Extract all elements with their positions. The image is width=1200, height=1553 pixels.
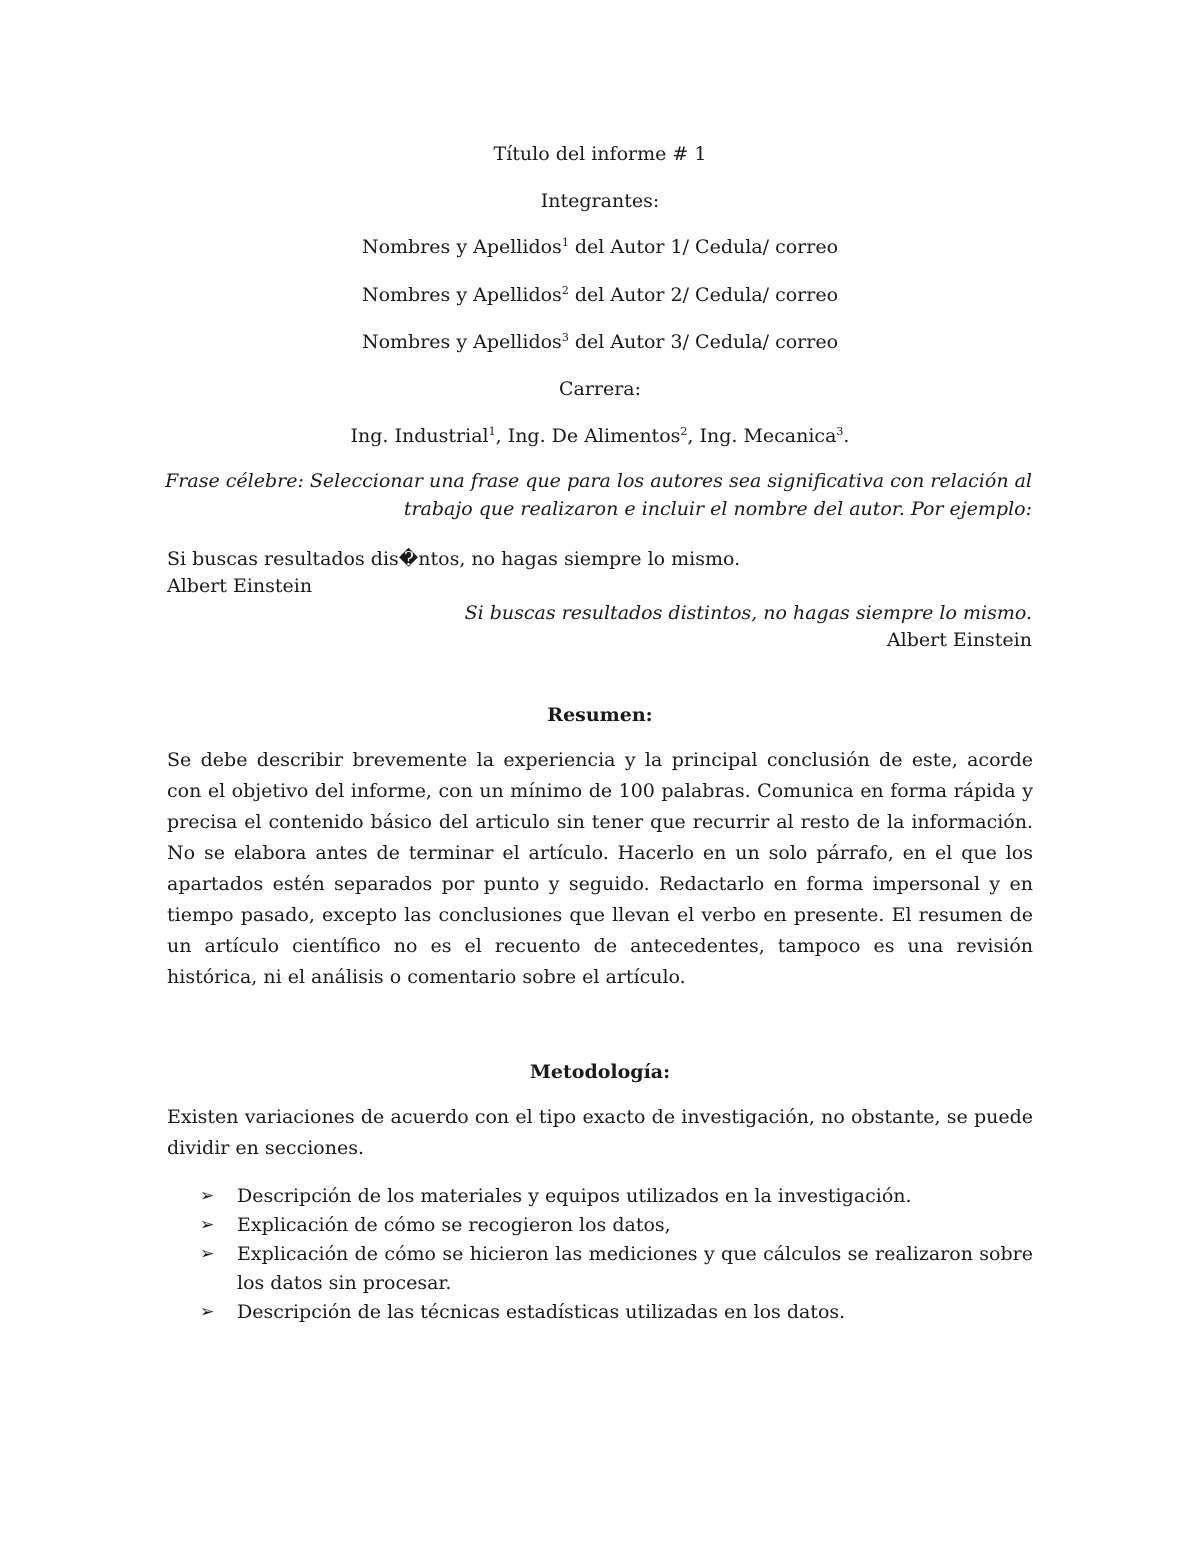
author-superscript: 3 (561, 331, 569, 344)
resumen-body: Se debe describir brevemente la experiencia y la principal conclusión de este, acorde con el objetivo del informe, con un mínimo de 100 palabras. Comunica en forma rápida y precisa el contenido básico del articulo sin tener que recurrir al resto de la información. No se elabora antes de terminar el artículo. Hacerlo en un solo párrafo, en el que los apartados estén separados por punto y seguido. Redactarlo en forma impersonal y en tiempo pasado, excepto las conclusiones que llevan el verbo en presente. El resumen de un artículo científico no es el recuento de antecedentes, tampoco es una revisión histórica, ni el análisis o comentario sobre el artículo. (167, 749, 1033, 988)
list-item (167, 1298, 1033, 1327)
author-name: Nombres y Apellidos (361, 284, 562, 306)
list-item-text: Descripción de las técnicas estadísticas utilizadas en los datos. (237, 1301, 846, 1323)
author-line-2 (0, 282, 1200, 308)
list-item-text: Descripción de los materiales y equipos utilizados en la investigación. (237, 1185, 912, 1207)
arrow-bullet-icon: ➢ (200, 1186, 215, 1206)
author-line-1 (0, 234, 1200, 260)
carrera-1: Ing. Industrial (350, 425, 489, 447)
author-line-3 (0, 329, 1200, 355)
list-item-text: Explicación de cómo se recogieron los datos, (237, 1214, 671, 1236)
frase-celebre-instruction: Frase célebre: Seleccionar una frase que para los autores sea significativa con relación al trabajo que realizaron e incluir el nombre del autor. Por ejemplo: (165, 470, 1032, 520)
list-item (167, 1182, 1033, 1211)
quote-plain-author: Albert Einstein (167, 575, 313, 597)
quote-italic-text: Si buscas resultados distintos, no hagas siempre lo mismo. (464, 602, 1032, 624)
carrera-label: Carrera: (558, 378, 642, 400)
list-item (167, 1240, 1033, 1298)
carrera-3-superscript: 3 (836, 425, 844, 438)
arrow-bullet-icon: ➢ (200, 1302, 215, 1322)
integrantes-label: Integrantes: (540, 190, 660, 212)
author-name: Nombres y Apellidos (361, 331, 562, 353)
resumen-heading: Resumen: (547, 704, 653, 726)
author-superscript: 1 (561, 236, 569, 249)
quote-plain-text: Si buscas resultados dis�ntos, no hagas siempre lo mismo. (167, 548, 741, 570)
list-item (167, 1211, 1033, 1240)
report-title: Título del informe # 1 (493, 143, 707, 165)
author-details: del Autor 2/ Cedula/ correo (568, 284, 839, 306)
author-details: del Autor 1/ Cedula/ correo (568, 236, 839, 258)
author-name: Nombres y Apellidos (361, 236, 562, 258)
list-item-text: Explicación de cómo se hicieron las mediciones y que cálculos se realizaron sobre los datos sin procesar. (237, 1243, 1033, 1294)
metodologia-intro: Existen variaciones de acuerdo con el tipo exacto de investigación, no obstante, se puede dividir en secciones. (167, 1106, 1033, 1159)
author-details: del Autor 3/ Cedula/ correo (568, 331, 839, 353)
carrera-2-superscript: 2 (680, 425, 688, 438)
arrow-bullet-icon: ➢ (200, 1215, 215, 1235)
metodologia-list (167, 1182, 1033, 1327)
carrera-1-superscript: 1 (488, 425, 496, 438)
quote-italic-author: Albert Einstein (886, 629, 1032, 651)
carrera-3: , Ing. Mecanica (687, 425, 837, 447)
arrow-bullet-icon: ➢ (200, 1244, 215, 1264)
carrera-2: , Ing. De Alimentos (495, 425, 681, 447)
author-superscript: 2 (561, 284, 569, 297)
carreras-line (0, 423, 1200, 449)
metodologia-heading: Metodología: (529, 1061, 671, 1083)
carreras-end: . (843, 425, 850, 447)
